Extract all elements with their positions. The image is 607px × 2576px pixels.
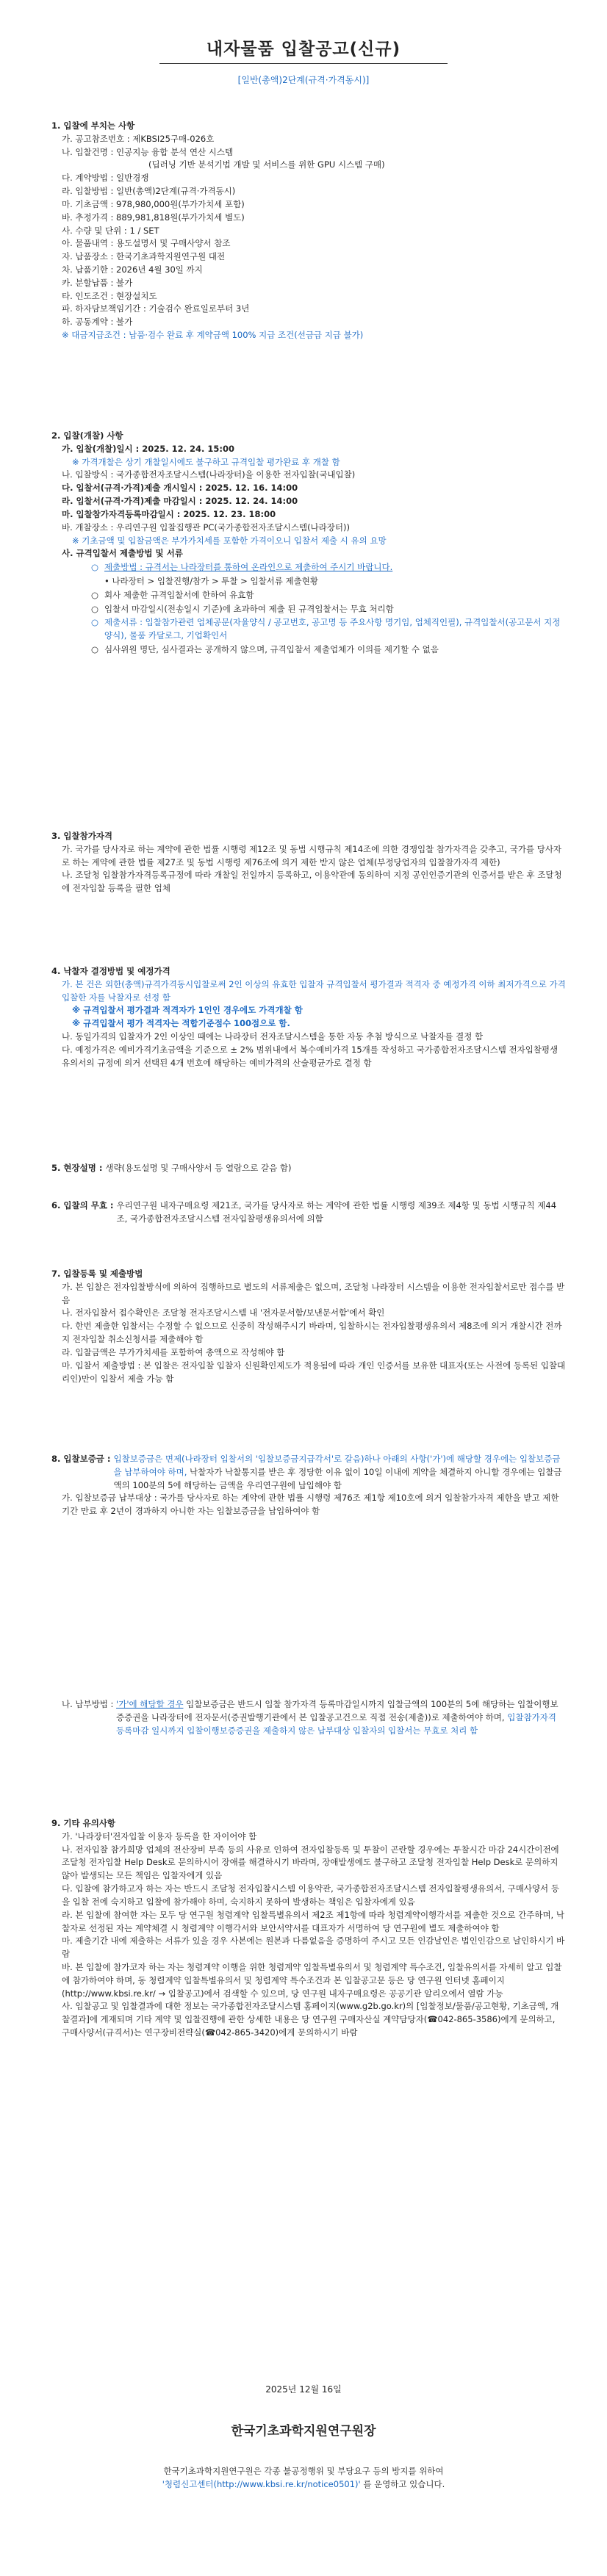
footer-text: 한국기초과학지원연구원은 각종 불공정행위 및 부당요구 등의 방지를 위하여	[163, 2466, 444, 2476]
list-item: 나. 전자입찰 참가희망 업체의 전산장비 부족 등의 사유로 인하여 전자입찰등록 및 투찰이 곤란할 경우에는 투찰시간 마감 24시간이전에 조달청 전자입찰 Help Desk로 문의하시어 장애를 해결하시기 바라며, 장애발생에도 불구하고 조달청 전자입찰 Help Desk로 문의하지 않아 발생되는 모든 책임은 입찰자에게 있음	[62, 1844, 559, 1881]
issuer-name: 한국기초과학지원연구원장	[231, 2424, 376, 2439]
section-7-heading: 7. 입찰등록 및 제출방법	[51, 1269, 143, 1279]
list-item: 하. 공동계약 : 불가	[62, 317, 133, 328]
payment-method-row	[51, 1698, 566, 1737]
section-3	[51, 830, 566, 895]
list-item: 가. '나라장터'전자입찰 이용자 등록을 한 자이어야 함	[62, 1830, 257, 1841]
list-item: 마. 기초금액 : 978,980,000원(부가가치세 포함)	[62, 198, 245, 209]
list-item: 마. 입찰서 제출방법 : 본 입찰은 전자입찰 입찰자 신원확인제도가 적용됨에 따라 개인 인증서를 보유한 대표자(또는 사전에 등록된 입찰대리인)만이 입찰서 제출 가능 함	[62, 1360, 566, 1384]
section-9-items	[51, 1830, 566, 2040]
list-item: 마. 제출기간 내에 제출하는 서류가 있을 경우 사본에는 원본과 다름없음을 증명하여 주시고 모든 인감날인은 법인인감으로 날인하시기 바람	[62, 1935, 565, 1960]
list-item: 가. 본 건은 외한(총액)규격가격동시입찰로써 2인 이상의 유효한 입찰자 규격입찰서 평가결과 적격자 중 예정가격 이하 최저가격으로 가격입찰한 자를 낙찰자로 선정 함	[62, 978, 566, 1003]
payment-warning: 입찰참가자격 등록마감 일시까지 입찰이행보증증권을 제출하지 않은 납부대상 입찰자의 입찰서는 무효로 처리 함	[116, 1711, 556, 1736]
title-divider	[159, 63, 448, 64]
section-8-row	[51, 1453, 566, 1492]
section-1	[51, 120, 566, 342]
list-item: 자. 납품장소 : 한국기초과학지원연구원 대전	[62, 251, 226, 262]
section-3-items	[51, 843, 566, 895]
list-item: ○ 회사 제출한 규격입찰서에 한하여 유효함	[62, 589, 566, 602]
page-title: 내자물품 입찰공고(신규)	[206, 40, 401, 59]
section-8	[51, 1453, 566, 1518]
section-4	[51, 965, 566, 1070]
list-item: 나. 전자입찰서 접수확인은 조달청 전자조달시스템 내 '전자문서함/보낸문서함'에서 확인	[62, 1307, 385, 1318]
section-6-text: 우리연구원 내자구매요령 제21조, 국가를 당사자로 하는 계약에 관한 법률 시행령 제39조 제4항 및 동법 시행규칙 제44조, 국가종합전자조달시스템 전자입찰평생유의서에 의함	[116, 1200, 557, 1224]
section-6-heading: 6. 입찰의 무효 :	[51, 1200, 117, 1211]
list-item: 바. 추정가격 : 889,981,818원(부가가치세 별도)	[62, 212, 245, 223]
submit-start: 다. 입찰서(규격·가격)제출 개시일시 : 2025. 12. 16. 14:00	[62, 483, 298, 494]
list-item: 가. 국가를 당사자로 하는 계약에 관한 법률 시행령 제12조 및 동법 시행규칙 제14조에 의한 경쟁입찰 참가자격을 갖추고, 국가를 당사자로 하는 계약에 관한 법률 제27조 및 동법 시행령 제76조에 의거 제한 받지 않은 업체(부정당업자의 입찰참가자격 제한)	[62, 843, 562, 867]
circle-icon: ○	[91, 589, 99, 600]
section-5	[51, 1162, 566, 1175]
payment-method-label: 나. 납부방법 :	[62, 1699, 117, 1709]
section-8-payment	[51, 1698, 566, 1737]
section-7-items	[51, 1281, 566, 1386]
report-center-link[interactable]: '청렴신고센터(http://www.kbsi.re.kr/notice0501)'	[162, 2478, 361, 2489]
list-item: 바. 본 입찰에 참가코자 하는 자는 청렴계약 이행을 위한 청렴계약 입찰특별유의서 및 청렴계약 특수조건, 입찰유의서를 자세히 알고 입찰에 참가하여야 하며, 동 청렴계약 입찰특별유의서 및 청렴계약 특수조건과 본 입찰공고문 등은 당 연구원 인터넷 홈페이지(http://www.kbsi.re.kr/ → 입찰공고)에서 검색할 수 있으며, 당 연구원 내자구매요령은 공공기관 알리오에서 열람 가능	[62, 1961, 562, 1999]
section-5-heading: 5. 현장설명 :	[51, 1163, 106, 1173]
section-1-items	[51, 133, 566, 342]
section-3-heading: 3. 입찰참가자격	[51, 831, 113, 841]
section-6-row	[51, 1199, 566, 1226]
section-8-heading: 8. 입찰보증금 :	[51, 1454, 114, 1464]
section-4-heading: 4. 낙찰자 결정방법 및 예정가격	[51, 966, 170, 976]
deposit-exemption-text: 입찰보증금은 면제(나라장터 입찰서의 '입찰보증금지급각서'로 갈음)하나 아래의 사항('가')에 해당할 경우에는 입찰보증금을 납부하여야 하며,	[113, 1454, 561, 1477]
section-9-heading: 9. 기타 유의사항	[51, 1818, 116, 1828]
list-item: 파. 하자담보책임기간 : 기술검수 완료일로부터 3년	[62, 303, 250, 314]
section-4-items	[51, 978, 566, 1070]
list-item: 가. 입찰보증금 납부대상 : 국가를 당사자로 하는 계약에 관한 법률 시행령 제76조 제1항 제10호에 의거 입찰참가자격 제한을 받고 제한기간 만료 후 2년이 경과하지 아니한 자는 입찰보증금을 납입하여야 함	[62, 1493, 559, 1517]
list-item: 카. 분할납품 : 불가	[62, 277, 133, 288]
circle-icon: ○	[91, 644, 99, 654]
note-item: ※ 규격입찰서 평가결과 적격자가 1인인 경우에도 가격개찰 함	[72, 1005, 303, 1016]
integrity-footer	[85, 2465, 522, 2492]
section-5-text: 생략(용도설명 및 구매사양서 등 열람으로 갈음 함)	[105, 1163, 292, 1173]
list-item: ○ 제출방법 : 규격서는 나라장터를 통하여 온라인으로 제출하여 주시기 바랍니다.	[62, 561, 566, 574]
section-5-row	[51, 1162, 566, 1175]
list-item: 가. 본 입찰은 전자입찰방식에 의하여 집행하므로 별도의 서류제출은 없으며, 조달청 나라장터 시스템을 이용한 전자입찰서로만 접수를 받음	[62, 1281, 565, 1305]
list-item: 타. 인도조건 : 현장설치도	[62, 290, 157, 301]
section-2-heading: 2. 입찰(개찰) 사항	[51, 430, 123, 441]
notice-date: 2025년 12월 16일	[265, 2384, 342, 2395]
list-item: (딥러닝 기반 분석기법 개발 및 서비스를 위한 GPU 시스템 구매)	[148, 159, 385, 170]
payment-note: ※ 대금지급조건 : 납품·검수 완료 후 계약금액 100% 지급 조건(선금급 지급 불가)	[62, 330, 364, 340]
section-9	[51, 1817, 566, 2040]
list-item: ○ 입찰서 마감일시(전송일시 기준)에 초과하여 제출 된 규격입찰서는 무효 처리함	[62, 603, 566, 616]
payment-method-text	[116, 1698, 566, 1737]
list-item: 라. 본 입찰에 참여한 자는 모두 당 연구원 청렴계약 입찰특별유의서 제2조 제1항에 따라 청렴계약이행각서를 제출한 것으로 간주하며, 낙찰자로 선정된 자는 계약체결 시 청렴계약 이행각서와 보안서약서를 대표자가 서명하여 당 연구원에 별도 제출하여야 함	[62, 1909, 564, 1933]
list-item: 라. 입찰금액은 부가가치세를 포함하여 총액으로 작성해야 함	[62, 1346, 285, 1357]
payment-method-detail: 입찰보증금은 반드시 입찰 참가자격 등록마감일시까지 입찰금액의 100분의 5에 해당하는 입찰이행보증증권을 나라장터에 전자문서(증권발행기관에서 본 입찰공고건으로 직접 전송(제출))로 제출하여야 하며,	[116, 1699, 558, 1722]
footer-tail: 를 운영하고 있습니다.	[363, 2478, 445, 2489]
list-item: 다. 예정가격은 예비가격기초금액을 기준으로 ± 2% 범위내에서 복수예비가격 15개를 작성하고 국가종합전자조달시스템 전자입찰평생유의서의 규정에 의거 선택된 4개 번호에 해당하는 예비가격의 산술평균가로 결정 함	[62, 1044, 558, 1068]
open-datetime: 가. 입찰(개찰)일시 : 2025. 12. 24. 15:00	[62, 443, 234, 454]
list-item: 다. 한번 제출한 입찰서는 수정할 수 없으므로 신중히 작성해주시기 바라며, 입찰하시는 전자입찰평생유의서 제8조에 의거 개찰시간 전까지 전자입찰 취소신청서를 제출해야 함	[62, 1321, 562, 1345]
list-item: 사. 수량 및 단위 : 1 / SET	[62, 225, 159, 236]
list-item: • 나라장터 > 입찰진행/참가 > 투찰 > 입찰서류 제출현황	[104, 575, 318, 586]
list-item: ○ 제출서류 : 입찰참가관련 업체공문(자율양식 / 공고번호, 공고명 등 주요사항 명기임, 업체직인필), 규격입찰서(공고문서 지정양식), 물품 카달로그, 기업확인서	[62, 616, 566, 643]
page-subtitle: [일반(총액)2단계(규격·가격동시)]	[237, 75, 370, 85]
list-item: 라. 입찰방법 : 일반(총액)2단계(규격·가격동시)	[62, 186, 236, 197]
section-7	[51, 1268, 566, 1385]
list-item: 사. 입찰공고 및 입찰결과에 대한 정보는 국가종합전자조달시스템 홈페이지(www.g2b.go.kr)의 [입찰정보/물품/공고현황, 기초금액, 개찰결과]에 게재되며 기타 계약 및 입찰진행에 관한 상세한 내용은 당 연구원 구매자산실 계약담당자(☎042-865-3586)에게 문의하고, 구매사양서(규격서)는 연구장비전략실(☎042-865-3420)에게 문의하시기 바람	[62, 2001, 559, 2038]
list-item: 아. 물품내역 : 용도설명서 및 구매사양서 참조	[62, 238, 231, 249]
section-2	[51, 430, 566, 657]
price-note: ※ 기초금액 및 입찰금액은 부가가치세를 포함한 가격이오니 입찰서 제출 시 유의 요망	[72, 535, 387, 546]
submit-end: 라. 입찰서(규격·가격)제출 마감일시 : 2025. 12. 24. 14:00	[62, 496, 298, 507]
section-1-heading: 1. 입찰에 부치는 사항	[51, 120, 135, 131]
open-datetime-note: ※ 가격개찰은 상기 개찰일시에도 불구하고 규격입찰 평가완료 후 개찰 함	[72, 456, 340, 467]
list-item: 다. 계약방법 : 일반경쟁	[62, 173, 149, 184]
list-item: ○ 심사위원 명단, 심사결과는 공개하지 않으며, 규격입찰서 제출업체가 이의를 제기할 수 없음	[62, 643, 566, 657]
note-item: ※ 규격입찰서 평가 적격자는 적합기준점수 100점으로 함.	[72, 1018, 290, 1029]
list-item: 나. 동일가격의 입찰자가 2인 이상인 때에는 나라장터 전자조달시스템을 통한 자동 추첨 방식으로 낙찰자를 결정 함	[62, 1031, 484, 1042]
payment-condition: '가'에 해당할 경우	[116, 1699, 184, 1709]
registration-deadline: 마. 입찰참가자격등록마감일시 : 2025. 12. 23. 18:00	[62, 508, 276, 519]
deposit-rule-text: 낙찰자가 낙찰통지를 받은 후 정당한 이유 없이 10일 이내에 계약을 체결하지 아니할 경우에는 입찰금액의 100분의 5에 해당하는 금액을 우리연구원에 납입해야 함	[113, 1466, 562, 1490]
open-place: 바. 개찰장소 : 우리연구원 입찰집행관 PC(국가종합전자조달시스템(나라장터))	[62, 522, 350, 533]
list-item: 나. 조달청 입찰참가자격등록규정에 따라 개찰일 전일까지 등록하고, 이용약관에 동의하여 지정 공인인증기관의 인증서를 받은 후 조달청에 전자입찰 등록을 필한 업체	[62, 870, 562, 894]
section-6	[51, 1199, 566, 1226]
section-2-items	[51, 443, 566, 657]
section-8-text	[114, 1453, 566, 1492]
circle-icon: ○	[91, 617, 99, 628]
list-item: 차. 납품기한 : 2026년 4월 30일 까지	[62, 264, 203, 275]
circle-icon: ○	[91, 562, 99, 573]
bid-method: 나. 입찰방식 : 국가종합전자조달시스템(나라장터)을 이용한 전자입찰(국내입찰)	[62, 469, 356, 480]
list-item: 나. 입찰건명 : 인공지능 융합 분석 연산 시스템	[62, 146, 234, 157]
list-item: 다. 입찰에 참가하고자 하는 자는 반드시 조달청 전자입찰시스템 이용약관, 국가종합전자조달시스템 전자입찰평생유의서, 구매사양서 등을 입찰 전에 숙지하고 입찰에 참가해야 하며, 숙지하지 못하여 발생하는 책임은 입찰자에게 있음	[62, 1883, 559, 1907]
spec-submission-heading: 사. 규격입찰서 제출방법 및 서류	[62, 548, 183, 559]
circle-icon: ○	[91, 603, 99, 614]
list-item: 가. 공고참조번호 : 제KBSI25구매-026호	[62, 133, 215, 144]
